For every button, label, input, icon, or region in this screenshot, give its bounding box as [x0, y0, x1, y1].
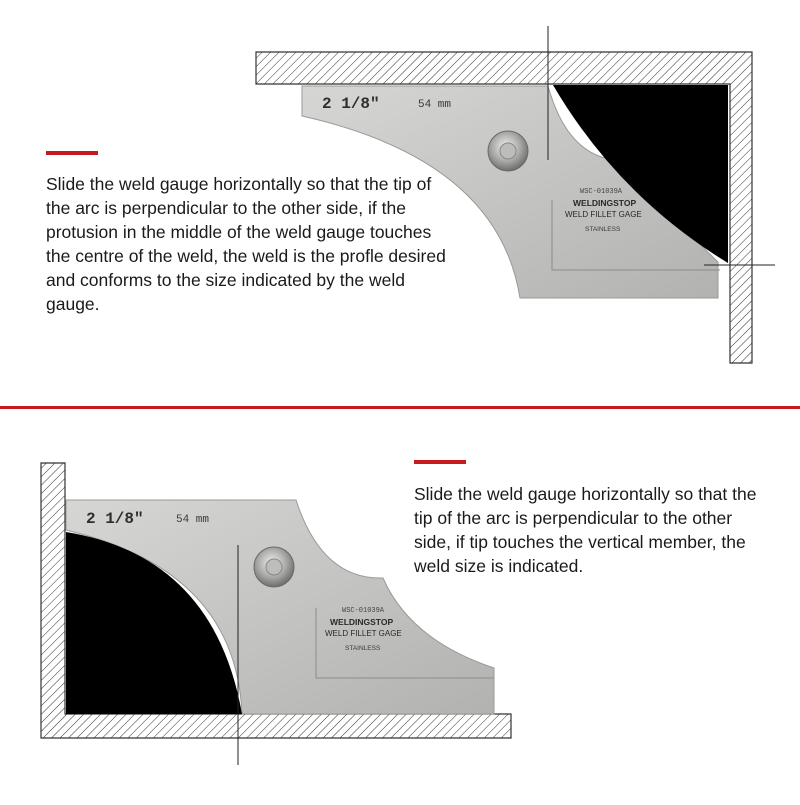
bottom-accent-bar	[414, 460, 466, 464]
top-gauge-brand: WELDINGSTOP	[573, 198, 637, 208]
bottom-description: Slide the weld gauge horizontally so that the tip of the arc is perpendicular to the other side, if tip touches the vertical member, the weld size is indicated.	[414, 484, 757, 576]
bottom-gauge-model: WSC-01039A	[342, 607, 385, 615]
top-gauge-model: WSC-01039A	[580, 188, 623, 196]
top-gauge-material: STAINLESS	[585, 226, 621, 233]
section-divider	[0, 406, 800, 409]
bottom-gauge-size-label: 2 1/8"	[86, 510, 144, 528]
top-gauge-mm-label: 54 mm	[418, 99, 452, 111]
bottom-gauge-name: WELD FILLET GAGE	[325, 629, 402, 638]
top-gauge-size-label: 2 1/8"	[322, 95, 380, 113]
top-description: Slide the weld gauge horizontally so that the tip of the arc is perpendicular to the other side, if the protusion in the middle of the weld gauge touches the centre of the weld, the weld is the profle desired and conforms to the size indicated by the weld gauge.	[46, 174, 446, 314]
bottom-gauge-brand: WELDINGSTOP	[330, 617, 394, 627]
top-accent-bar	[46, 151, 98, 155]
bottom-gauge-material: STAINLESS	[345, 645, 381, 652]
top-gauge-name: WELD FILLET GAGE	[565, 210, 642, 219]
bottom-gauge-mm-label: 54 mm	[176, 514, 210, 526]
